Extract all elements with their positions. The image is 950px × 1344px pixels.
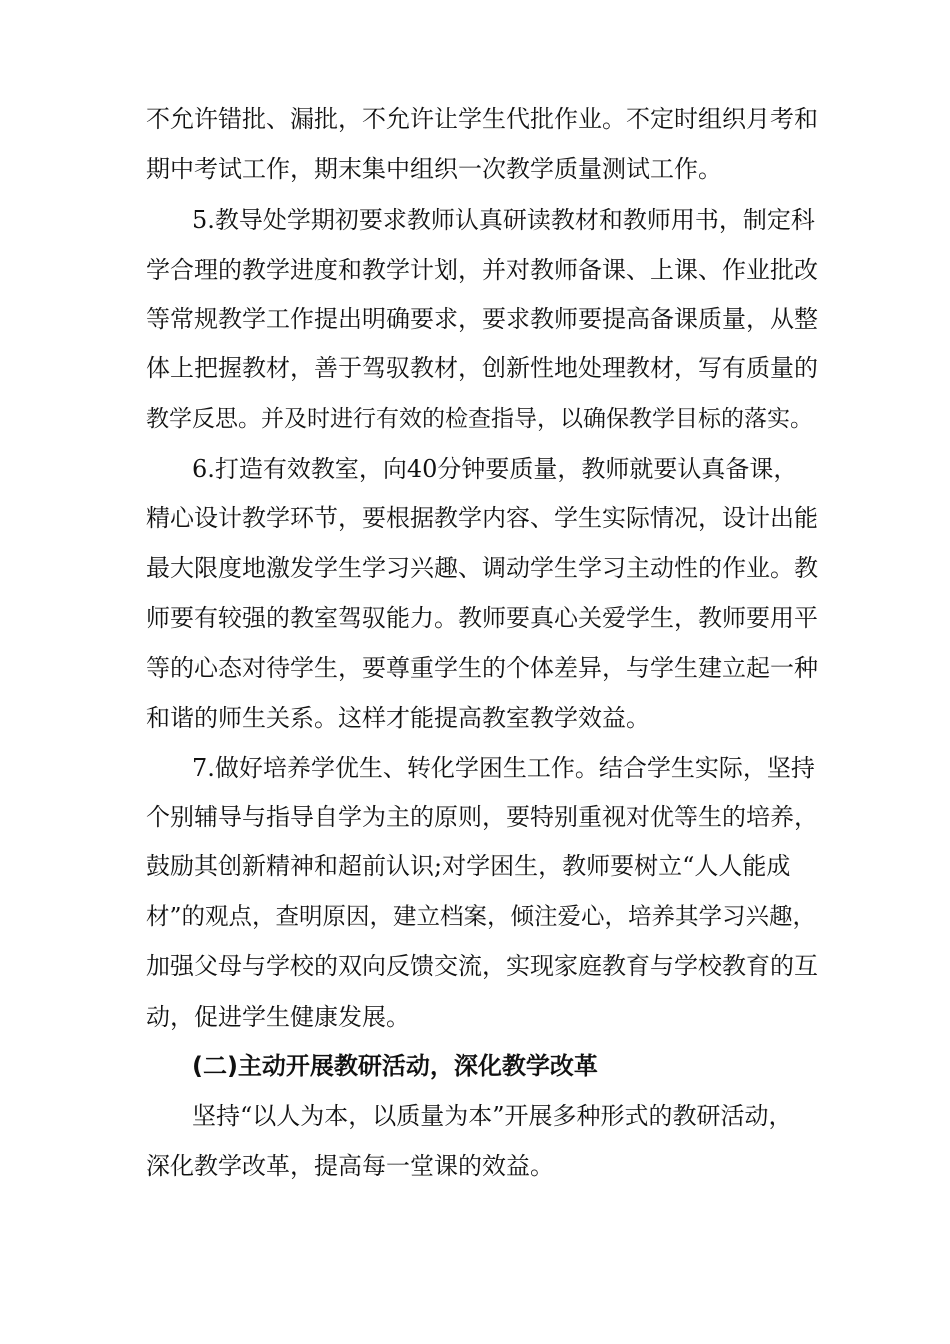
text-line: 学合理的教学进度和教学计划，并对教师备课、上课、作业批改 — [146, 256, 818, 284]
text-line: 坚持“以人为本，以质量为本”开展多种形式的教研活动， — [192, 1102, 793, 1130]
text-line: 最大限度地激发学生学习兴趣、调动学生学习主动性的作业。教 — [146, 554, 818, 582]
section-heading: (二)主动开展教研活动，深化教学改革 — [192, 1052, 598, 1080]
text-line: 材”的观点，查明原因，建立档案，倾注爱心，培养其学习兴趣， — [146, 902, 817, 930]
text-line: 等常规教学工作提出明确要求，要求教师要提高备课质量，从整 — [146, 305, 818, 333]
text-line: 动，促进学生健康发展。 — [146, 1003, 410, 1031]
text-line: 个别辅导与指导自学为主的原则，要特别重视对优等生的培养， — [146, 803, 818, 831]
text-line: 加强父母与学校的双向反馈交流，实现家庭教育与学校教育的互 — [146, 952, 818, 980]
text-line: 5.教导处学期初要求教师认真研读教材和教师用书，制定科 — [192, 206, 815, 234]
text-line: 师要有较强的教室驾驭能力。教师要真心关爱学生，教师要用平 — [146, 604, 818, 632]
text-line: 深化教学改革，提高每一堂课的效益。 — [146, 1152, 554, 1180]
text-line: 和谐的师生关系。这样才能提高教室教学效益。 — [146, 704, 650, 732]
text-line: 等的心态对待学生，要尊重学生的个体差异，与学生建立起一种 — [146, 654, 818, 682]
text-line: 7.做好培养学优生、转化学困生工作。结合学生实际，坚持 — [192, 754, 815, 782]
text-line: 体上把握教材，善于驾驭教材，创新性地处理教材，写有质量的 — [146, 354, 818, 382]
text-line: 鼓励其创新精神和超前认识;对学困生，教师要树立“人人能成 — [146, 852, 791, 880]
text-line: 6.打造有效教室，向40分钟要质量，教师就要认真备课， — [192, 455, 798, 483]
text-line: 不允许错批、漏批，不允许让学生代批作业。不定时组织月考和 — [146, 105, 818, 133]
text-line: 期中考试工作，期末集中组织一次教学质量测试工作。 — [146, 155, 722, 183]
text-line: 精心设计教学环节，要根据教学内容、学生实际情况，设计出能 — [146, 504, 818, 532]
text-line: 教学反思。并及时进行有效的检查指导，以确保教学目标的落实。 — [146, 406, 813, 432]
